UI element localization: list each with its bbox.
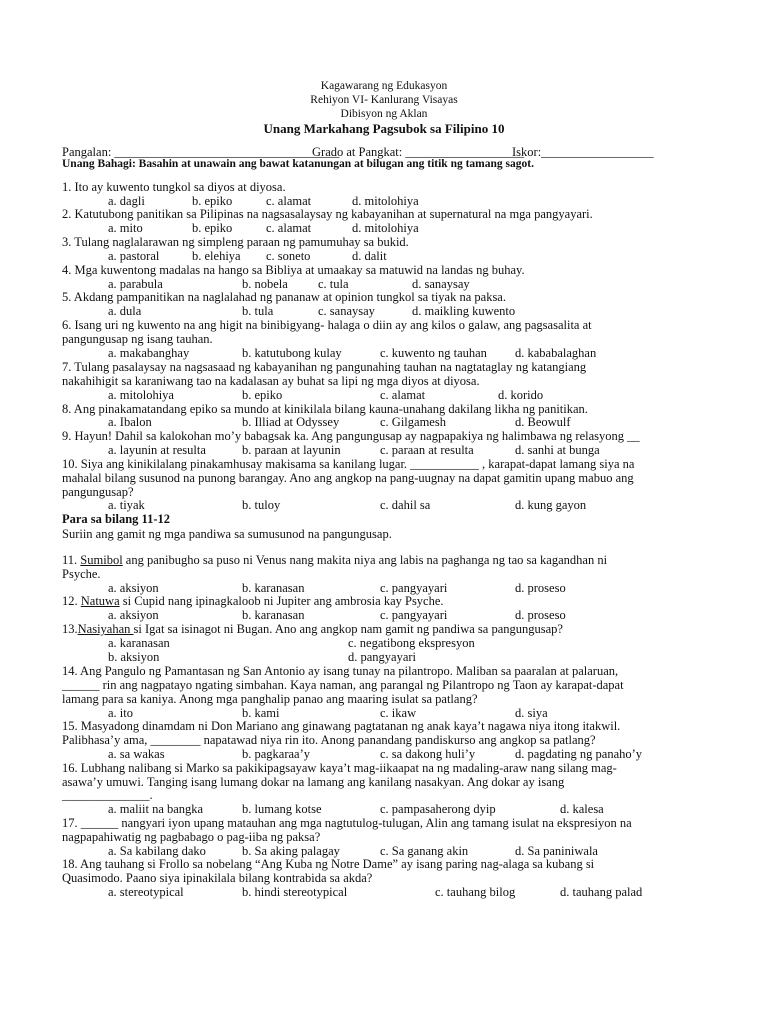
q12-option-b[interactable]: b. karanasan (242, 608, 305, 622)
question-12-number: 12. (62, 594, 81, 608)
q11-option-a[interactable]: a. aksiyon (108, 581, 159, 595)
name-field[interactable]: Pangalan: ____________________________________ (62, 145, 340, 159)
q6-option-d[interactable]: d. kababalaghan (515, 346, 597, 360)
question-13-rest: si Igat sa isinagot ni Bugan. Ano ang angkop nam gamit ng pandiwa sa pangungusap? (133, 622, 563, 636)
q11-option-b[interactable]: b. karanasan (242, 581, 305, 595)
q15-option-b[interactable]: b. pagkaraa’y (242, 747, 311, 761)
q8-option-b[interactable]: b. Illiad at Odyssey (242, 415, 340, 429)
question-13-number: 13. (62, 622, 78, 636)
q1-option-a[interactable]: a. dagli (108, 194, 145, 208)
q18-option-c[interactable]: c. tauhang bilog (435, 885, 516, 899)
q10-option-a[interactable]: a. tiyak (108, 498, 145, 512)
exam-title: Unang Markahang Pagsubok sa Filipino 10 (263, 121, 505, 136)
q9-option-a[interactable]: a. layunin at resulta (108, 443, 206, 457)
q2-option-d[interactable]: d. mitolohiya (352, 221, 419, 235)
q6-option-a[interactable]: a. makabanghay (108, 346, 190, 360)
question-10: 10. Siya ang kinikilalang pinakamhusay makisama sa kanilang lugar. ___________ , karapat-dapat lamang siya na (62, 457, 635, 471)
q6-option-c[interactable]: c. kuwento ng tauhan (380, 346, 487, 360)
question-2: 2. Katutubong panitikan sa Pilipinas na nagsasalaysay ng kabayanihan at supernatural na mga pangyayari. (62, 207, 593, 221)
q4-option-c[interactable]: c. tula (318, 277, 349, 291)
question-7-cont: nakahihigit sa karaniwang tao na kadalasan ay buhat sa lipi ng mga diyos at diyosa. (62, 374, 480, 388)
question-11-rest: ang panibugho sa puso ni Venus nang makita niya ang labis na paghanga ng tao sa kagandhan ni (122, 553, 608, 567)
question-9: 9. Hayun! Dahil sa kalokohan mo’y babagsak ka. Ang pangungusap ay nagpapakiya ng halimbawa ng relasyong __ (62, 429, 640, 443)
q5-option-c[interactable]: c. sanaysay (318, 304, 375, 318)
q3-option-d[interactable]: d. dalit (352, 249, 387, 263)
q4-option-b[interactable]: b. nobela (242, 277, 288, 291)
score-field[interactable]: Iskor:__________________ (512, 145, 654, 159)
q17-option-b[interactable]: b. Sa aking palagay (242, 844, 340, 858)
question-17-cont: nagpapahiwatig ng pagbabago o pag-iiba ng paksa? (62, 830, 321, 844)
q11-option-c[interactable]: c. pangyayari (380, 581, 448, 595)
question-14-cont2: lamang para sa kaniya. Anong mga panghalip panao ang maaring isulat sa patlang? (62, 692, 478, 706)
q16-option-d[interactable]: d. kalesa (560, 802, 604, 816)
q17-option-a[interactable]: a. Sa kabilang dako (108, 844, 206, 858)
q14-option-b[interactable]: b. kami (242, 706, 280, 720)
part1-instruction: Unang Bahagi: Basahin at unawain ang bawat katanungan at bilugan ang titik ng tamang sagot. (62, 158, 534, 170)
q13-option-b[interactable]: b. aksiyon (108, 650, 160, 664)
section-instruction-11-12: Suriin ang gamit ng mga pandiwa sa sumusunod na pangungusap. (62, 527, 392, 541)
q7-option-b[interactable]: b. epiko (242, 388, 283, 402)
question-15: 15. Masyadong dinamdam ni Don Mariano ang ginawang pagtatanan ng anak kaya’t nagawa niya itong itakwil. (62, 719, 621, 733)
question-12 (62, 594, 444, 608)
question-18: 18. Ang tauhang si Frollo sa nobelang “Ang Kuba ng Notre Dame” ay isang paring nag-alaga sa kubang si (62, 857, 595, 871)
department-name: Kagawarang ng Edukasyon (320, 80, 448, 92)
question-6-cont: pangungusap ng isang tauhan. (62, 332, 213, 346)
q6-option-b[interactable]: b. katutubong kulay (242, 346, 342, 360)
question-13 (62, 622, 563, 636)
question-8: 8. Ang pinakamatandang epiko sa mundo at kinikilala bilang kauna-unahang dakilang likha ng panitikan. (62, 402, 588, 416)
q15-option-d[interactable]: d. pagdating ng panaho’y (515, 747, 643, 761)
division-name: Dibisyon ng Aklan (340, 108, 428, 120)
question-12-rest: si Cupid nang ipinagkaloob ni Jupiter ang ambrosia kay Psyche. (119, 594, 444, 608)
q5-option-d[interactable]: d. maikling kuwento (412, 304, 516, 318)
q7-option-a[interactable]: a. mitolohiya (108, 388, 174, 402)
q16-option-c[interactable]: c. pampasaherong dyip (380, 802, 496, 816)
question-10-cont: mahalal bilang susunod na punong barangay. Ano ang angkop na pang-uugnay na dapat gamitin upang mabuo ang (62, 471, 634, 485)
q4-option-a[interactable]: a. parabula (108, 277, 163, 291)
question-18-cont: Quasimodo. Paano siya ipinakilala bilang kontrabida sa akda? (62, 871, 373, 885)
q14-option-a[interactable]: a. ito (108, 706, 133, 720)
q8-option-c[interactable]: c. Gilgamesh (380, 415, 446, 429)
grade-section-field[interactable]: Grado at Pangkat: ___________________ (312, 145, 525, 159)
question-11-number: 11. (62, 553, 81, 567)
q18-option-a[interactable]: a. stereotypical (108, 885, 184, 899)
question-11-cont: Psyche. (62, 567, 101, 581)
q12-option-d[interactable]: d. proseso (515, 608, 566, 622)
q5-option-a[interactable]: a. dula (108, 304, 142, 318)
q15-option-a[interactable]: a. sa wakas (108, 747, 165, 761)
question-5: 5. Akdang pampanitikan na naglalahad ng pananaw at opinion tungkol sa tiyak na paksa. (62, 290, 506, 304)
q1-option-c[interactable]: c. alamat (266, 194, 312, 208)
q9-option-c[interactable]: c. paraan at resulta (380, 443, 474, 457)
question-6: 6. Isang uri ng kuwento na ang higit na binibigyang- halaga o diin ay ang kilos o galaw, ang pagsasalita at (62, 318, 592, 332)
q5-option-b[interactable]: b. tula (242, 304, 274, 318)
q10-option-c[interactable]: c. dahil sa (380, 498, 431, 512)
q3-option-c[interactable]: c. soneto (266, 249, 311, 263)
q11-option-d[interactable]: d. proseso (515, 581, 566, 595)
question-16: 16. Lubhang nalibang si Marko sa pakikipagsayaw kaya’t mag-iikaapat na ng madaling-araw nang silang mag- (62, 761, 617, 775)
question-10-cont2: pangungusap? (62, 485, 134, 499)
q18-option-d[interactable]: d. tauhang palad (560, 885, 643, 899)
q16-option-a[interactable]: a. maliit na bangka (108, 802, 204, 816)
q10-option-b[interactable]: b. tuloy (242, 498, 281, 512)
q17-option-d[interactable]: d. Sa paniniwala (515, 844, 598, 858)
question-11 (62, 553, 607, 567)
q13-option-a[interactable]: a. karanasan (108, 636, 170, 650)
q8-option-d[interactable]: d. Beowulf (515, 415, 571, 429)
q7-option-c[interactable]: c. alamat (380, 388, 426, 402)
q13-option-c[interactable]: c. negatibong ekspresyon (348, 636, 475, 650)
question-17: 17. ______ nangyari iyon upang matauhan ang mga nagtutulog-tulugan, Alin ang tamang isulat na ekspresiyon na (62, 816, 632, 830)
q2-option-a[interactable]: a. mito (108, 221, 143, 235)
question-3: 3. Tulang naglalarawan ng simpleng paraan ng pamumuhay sa bukid. (62, 235, 409, 249)
q2-option-b[interactable]: b. epiko (192, 221, 233, 235)
question-13-verb: Nasiyahan (77, 622, 134, 636)
q8-option-a[interactable]: a. Ibalon (108, 415, 152, 429)
question-1: 1. Ito ay kuwento tungkol sa diyos at diyosa. (62, 180, 286, 194)
q18-option-b[interactable]: b. hindi stereotypical (242, 885, 348, 899)
q7-option-d[interactable]: d. korido (498, 388, 544, 402)
q17-option-c[interactable]: c. Sa ganang akin (380, 844, 469, 858)
q14-option-d[interactable]: d. siya (515, 706, 548, 720)
question-7: 7. Tulang pasalaysay na nagsasaad ng kabayanihan ng pangunahing tauhan na nagtataglay ng katangiang (62, 360, 587, 374)
question-11-verb: Sumibol (80, 553, 123, 567)
section-heading-11-12: Para sa bilang 11-12 (62, 512, 170, 526)
region-name: Rehiyon VI- Kanlurang Visayas (310, 94, 458, 106)
q4-option-d[interactable]: d. sanaysay (412, 277, 470, 291)
question-14-cont: ______ rin ang nagpatayo ngating simbahan. Kaya naman, ang parangal ng Pilantropo ng Taon ay karapat-dapat (62, 678, 624, 692)
q16-option-b[interactable]: b. lumang kotse (242, 802, 322, 816)
q3-option-b[interactable]: b. elehiya (192, 249, 241, 263)
q12-option-c[interactable]: c. pangyayari (380, 608, 448, 622)
q14-option-c[interactable]: c. ikaw (380, 706, 417, 720)
q1-option-b[interactable]: b. epiko (192, 194, 233, 208)
question-12-verb: Natuwa (80, 594, 120, 608)
question-16-blank: ______________. (62, 788, 153, 802)
q9-option-b[interactable]: b. paraan at layunin (242, 443, 341, 457)
q9-option-d[interactable]: d. sanhi at bunga (515, 443, 600, 457)
question-14: 14. Ang Pangulo ng Pamantasan ng San Antonio ay isang tunay na pilantropo. Maliban sa paaralan at palaruan, (62, 664, 619, 678)
q1-option-d[interactable]: d. mitolohiya (352, 194, 419, 208)
q15-option-c[interactable]: c. sa dakong huli’y (380, 747, 476, 761)
q13-option-d[interactable]: d. pangyayari (348, 650, 417, 664)
q12-option-a[interactable]: a. aksiyon (108, 608, 159, 622)
q3-option-a[interactable]: a. pastoral (108, 249, 160, 263)
question-16-cont: asawa’y umuwi. Tanging isang lumang dokar na lamang ang kanilang nasakyan. Ang dokar ay isang (62, 775, 565, 789)
question-15-cont: Palibhasa’y ama, ________ napatawad niya rin ito. Anong panandang pandiskurso ang angkop sa patlang? (62, 733, 596, 747)
q2-option-c[interactable]: c. alamat (266, 221, 312, 235)
question-4: 4. Mga kuwentong madalas na hango sa Bibliya at umaakay sa matuwid na landas ng buhay. (62, 263, 525, 277)
q10-option-d[interactable]: d. kung gayon (515, 498, 587, 512)
